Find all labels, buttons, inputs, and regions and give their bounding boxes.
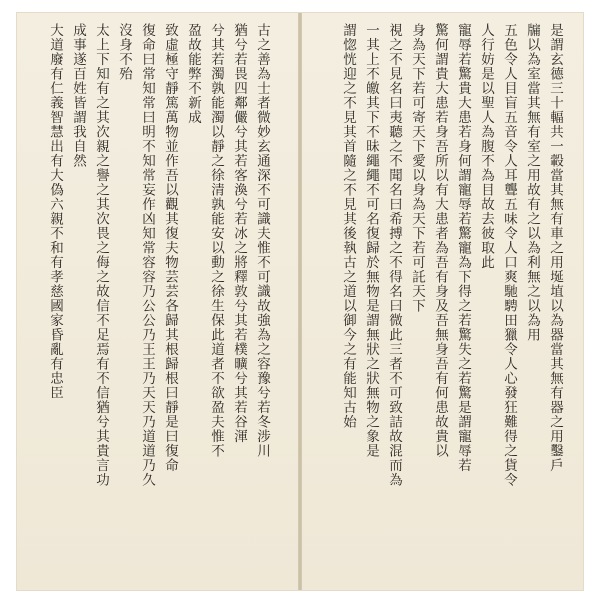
text-column: 兮其若濁孰能濁以靜之徐清孰能安以動之徐生保此道者不欲盈夫惟不 bbox=[208, 23, 224, 458]
text-column: 五色令人目盲五音令人耳聾五味令人口爽馳騁田獵令人心發狂難得之貨令 bbox=[501, 23, 517, 487]
album-spread bbox=[17, 13, 583, 590]
text-column: 視之不見名曰夷聽之不聞名曰希搏之不得名曰微此三者不可致詰故混而為 bbox=[386, 23, 402, 487]
text-column: 謂惚恍迎之不見其首隨之不見其後執古之道以御今之有能知古始 bbox=[340, 23, 356, 429]
text-column: 驚何謂貴大患若身吾所以有大患者為吾有身及吾無身吾有何患故貴以 bbox=[432, 23, 448, 458]
text-column: 人行妨是以聖人為腹不為目故去彼取此 bbox=[478, 23, 494, 270]
text-column: 太上下知有之其次親之譽之其次畏之侮之故信不足焉有不信猶兮其貴言功 bbox=[93, 23, 109, 487]
text-column: 大道廢有仁義智慧出有大偽六親不和有孝慈國家昏亂有忠臣 bbox=[47, 23, 63, 400]
text-column: 成事遂百姓皆謂我自然 bbox=[70, 23, 86, 168]
text-column: 身為天下若可寄天下愛以身為天下若可託天下 bbox=[409, 23, 425, 313]
text-column: 寵辱若驚貴大患若身何謂寵辱若驚寵為下得之若驚失之若驚是謂寵辱若 bbox=[455, 23, 471, 473]
text-column: 牖以為室當其無有室之用故有之以為利無之以為用 bbox=[524, 23, 540, 342]
text-column: 一其上不皦其下不昧繩繩不可名復歸於無物是謂無狀之狀無物之象是 bbox=[363, 23, 379, 458]
text-column: 古之善為士者微妙玄通深不可識夫惟不可識故強為之容豫兮若冬涉川 bbox=[254, 23, 270, 458]
right-page bbox=[302, 13, 583, 590]
left-page bbox=[17, 13, 298, 590]
text-column: 致虛極守靜篤萬物並作吾以觀其復夫物芸芸各歸其根歸根曰靜是曰復命 bbox=[162, 23, 178, 473]
text-column: 是謂玄德三十輻共一轂當其無有車之用埏埴以為器當其無有器之用鑿戶 bbox=[547, 23, 563, 473]
text-column: 盈故能弊不新成 bbox=[185, 23, 201, 125]
text-column: 復命曰常知常曰明不知常妄作凶知常容容乃公公乃王王乃天天乃道道乃久 bbox=[139, 23, 155, 487]
text-column: 沒身不殆 bbox=[116, 23, 132, 81]
text-column: 猶兮若畏四鄰儼兮其若客渙兮若冰之將釋敦兮其若樸曠兮其若谷渾 bbox=[231, 23, 247, 444]
